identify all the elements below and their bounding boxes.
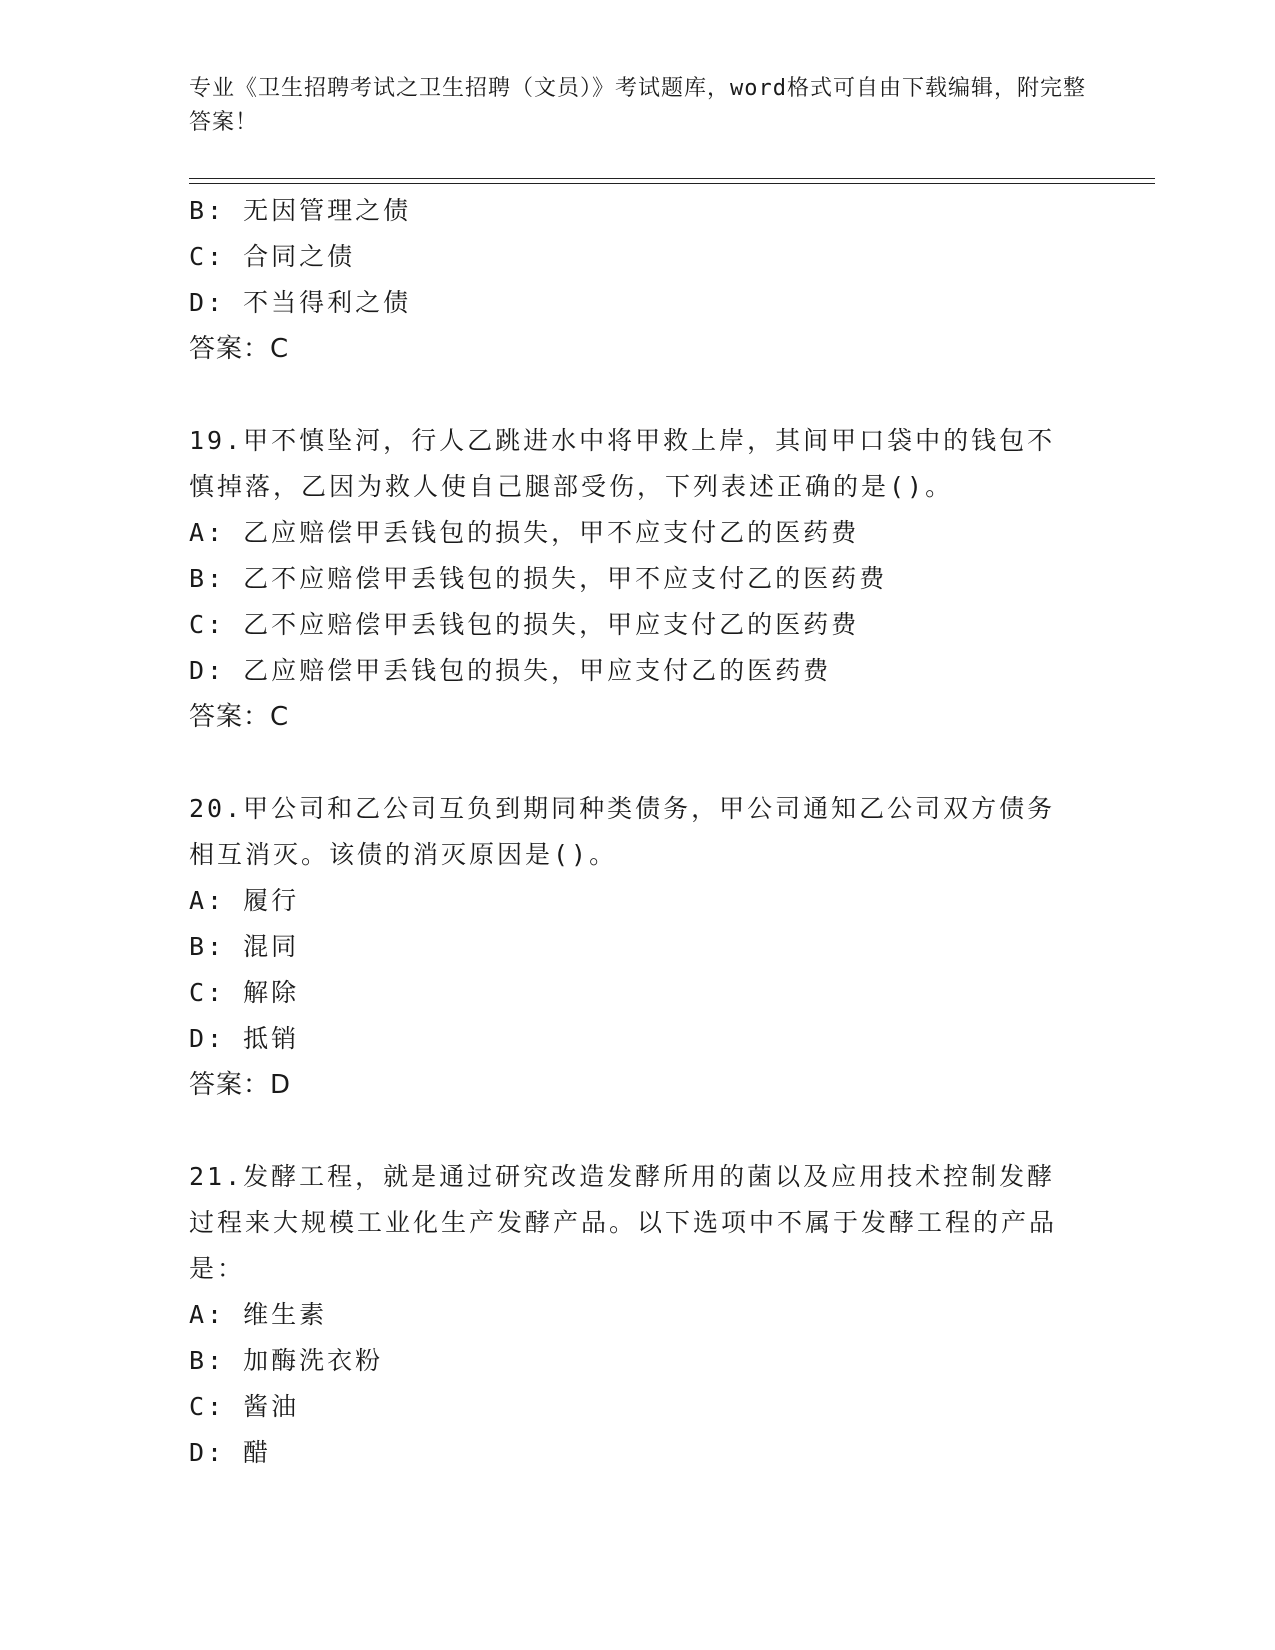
option-b: B: 混同 <box>189 932 300 961</box>
question-text: 20.甲公司和乙公司互负到期同种类债务，甲公司通知乙公司双方债务相互消灭。该债的消灭原因是()。 <box>189 794 1056 869</box>
option-a: A: 维生素 <box>189 1300 328 1329</box>
option-d: D: 不当得利之债 <box>189 288 412 317</box>
option-c: C: 合同之债 <box>189 242 356 271</box>
option-a: A: 履行 <box>189 886 300 915</box>
question-text: 19.甲不慎坠河，行人乙跳进水中将甲救上岸，其间甲口袋中的钱包不慎掉落，乙因为救人使自己腿部受伤，下列表述正确的是()。 <box>189 426 1056 501</box>
option-c: C: 酱油 <box>189 1392 300 1421</box>
prev-question-block <box>189 188 1089 372</box>
document-body <box>189 188 1089 1476</box>
question-21 <box>189 1154 1089 1476</box>
option-d: D: 抵销 <box>189 1024 300 1053</box>
option-b: B: 无因管理之债 <box>189 196 412 225</box>
option-a: A: 乙应赔偿甲丢钱包的损失，甲不应支付乙的医药费 <box>189 518 860 547</box>
option-d: D: 乙应赔偿甲丢钱包的损失，甲应支付乙的医药费 <box>189 656 832 685</box>
header-divider-bottom <box>189 183 1155 184</box>
option-c: C: 解除 <box>189 978 300 1007</box>
question-19 <box>189 418 1089 740</box>
answer-line: 答案：C <box>189 702 290 732</box>
document-header: 专业《卫生招聘考试之卫生招聘（文员）》考试题库，word格式可自由下载编辑，附完整答案！ <box>189 76 1086 135</box>
option-b: B: 加酶洗衣粉 <box>189 1346 384 1375</box>
question-text: 21.发酵工程，就是通过研究改造发酵所用的菌以及应用技术控制发酵过程来大规模工业化生产发酵产品。以下选项中不属于发酵工程的产品是： <box>189 1162 1058 1283</box>
header-divider-top <box>189 178 1155 179</box>
option-c: C: 乙不应赔偿甲丢钱包的损失，甲应支付乙的医药费 <box>189 610 860 639</box>
answer-line: 答案：D <box>189 1070 292 1100</box>
option-b: B: 乙不应赔偿甲丢钱包的损失，甲不应支付乙的医药费 <box>189 564 888 593</box>
question-20 <box>189 786 1089 1108</box>
answer-line: 答案：C <box>189 334 290 364</box>
option-d: D: 醋 <box>189 1438 272 1467</box>
